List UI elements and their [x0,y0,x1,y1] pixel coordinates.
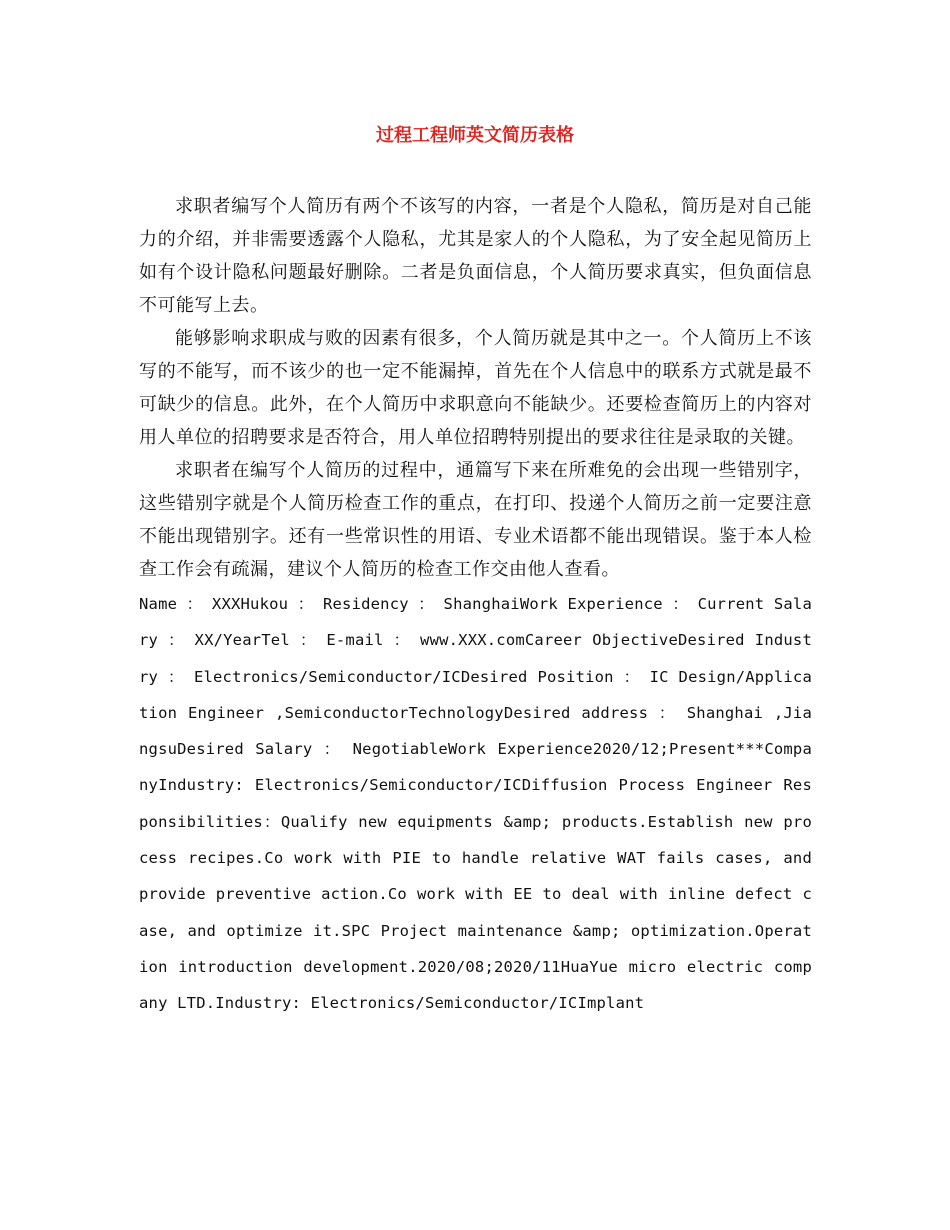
document-body [139,190,812,1022]
paragraph-privacy: 求职者编写个人简历有两个不该写的内容，一者是个人隐私，简历是对自己能力的介绍，并非需要透露个人隐私，尤其是家人的个人隐私，为了安全起见简历上如有个设计隐私问题最好删除。二者是负面信息，个人简历要求真实，但负面信息不可能写上去。 [139,196,812,316]
resume-details: Name ： XXXHukou ： Residency ： ShanghaiWork Experience ： Current Salary ： XX/YearTel ： E-mail ： www.XXX.comCareer ObjectiveDesired Industry ： Electronics/Semiconductor/ICDesired Position ： IC Design/Application Engineer ,SemiconductorTechnologyDesired address ： Shanghai ,JiangsuDesired Salary ： NegotiableWork Experience2020/12;Present***CompanyIndustry: Electronics/Semiconductor/ICDiffusion Process Engineer Responsibilities：Qualify new equipments &amp; products.Establish new process recipes.Co work with PIE to handle relative WAT fails cases, and provide preventive action.Co work with EE to deal with inline defect case, and optimize it.SPC Project maintenance &amp; optimization.Operation introduction development.2020/08;2020/11HuaYue micro electric company LTD.Industry: Electronics/Semiconductor/ICImplant [139,595,812,1013]
paragraph-typos: 求职者在编写个人简历的过程中，通篇写下来在所难免的会出现一些错别字，这些错别字就是个人简历检查工作的重点，在打印、投递个人简历之前一定要注意不能出现错别字。还有一些常识性的用语、专业术语都不能出现错误。鉴于本人检查工作会有疏漏，建议个人简历的检查工作交由他人查看。 [139,460,812,580]
paragraph-contact-info: 能够影响求职成与败的因素有很多，个人简历就是其中之一。个人简历上不该写的不能写，而不该少的也一定不能漏掉，首先在个人信息中的联系方式就是最不可缺少的信息。此外，在个人简历中求职意向不能缺少。还要检查简历上的内容对用人单位的招聘要求是否符合，用人单位招聘特别提出的要求往往是录取的关键。 [139,328,812,448]
document-title: 过程工程师英文简历表格 [376,125,574,146]
